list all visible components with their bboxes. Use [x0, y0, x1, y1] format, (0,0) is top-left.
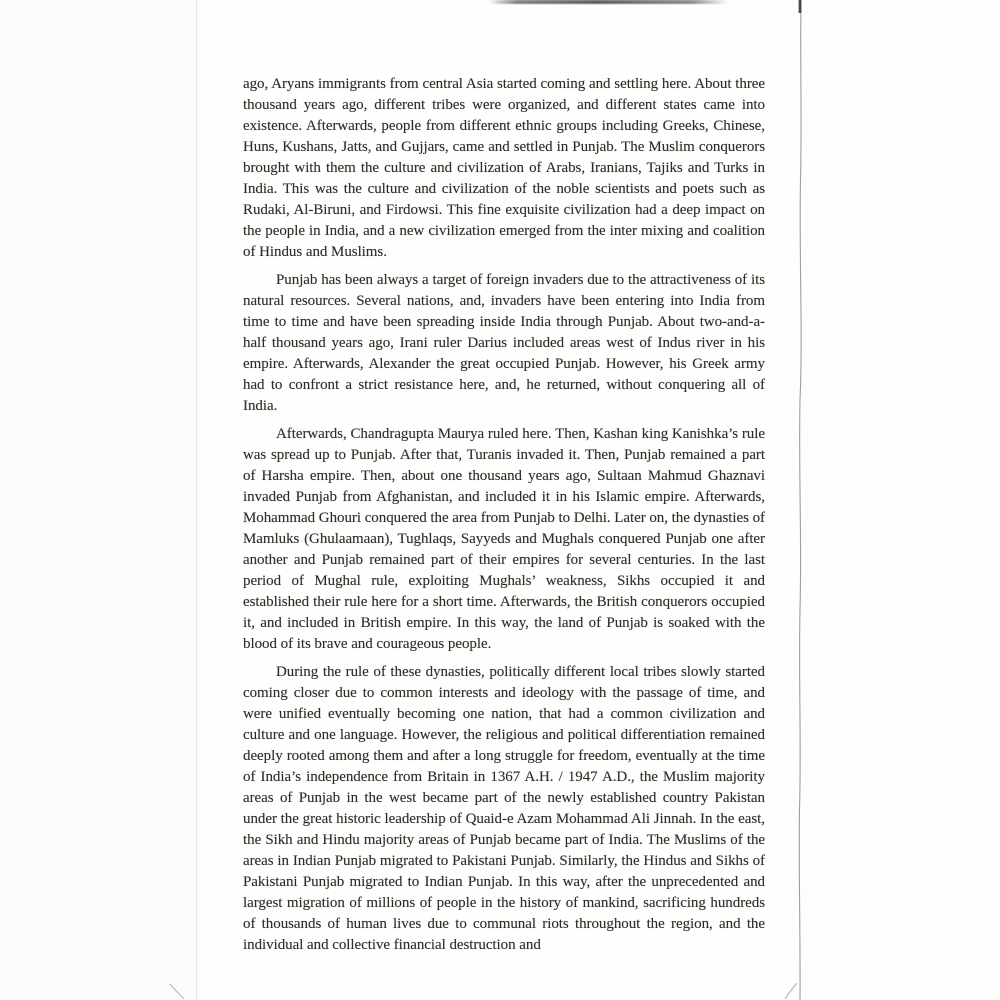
paragraph: ago, Aryans immigrants from central Asia started coming and settling here. About three thousand years ago, different tribes were organized, and different states came into existence. Afterwards, people from different ethnic groups including Greeks, Chinese, Huns, Kushans, Jatts, and Gujjars, came and settled in Punjab. The Muslim conquerors brought with them the culture and civilization of Arabs, Iranians, Tajiks and Turks in India. This was the culture and civilization of the noble scientists and poets such as Rudaki, Al-Biruni, and Firdowsi. This fine exquisite civilization had a deep impact on the people in India, and a new civilization emerged from the inter mixing and coalition of Hindus and Muslims.	[243, 76, 765, 260]
page-text-block	[243, 74, 765, 963]
paragraph: Afterwards, Chandragupta Maurya ruled here. Then, Kashan king Kanishka’s rule was spread up to Punjab. After that, Turanis invaded it. Then, Punjab remained a part of Harsha empire. Then, about one thousand years ago, Sultaan Mahmud Ghaznavi invaded Punjab from Afghanistan, and included it in his Islamic empire. Afterwards, Mohammad Ghouri conquered the area from Punjab to Delhi. Later on, the dynasties of Mamluks (Ghulaamaan), Tughlaqs, Sayyeds and Mughals conquered Punjab one after another and Punjab remained part of their empires for several centuries. In the last period of Mughal rule, exploiting Mughals’ weakness, Sikhs occupied it and established their rule here for a short time. Afterwards, the British conquerors occupied it, and included in British empire. In this way, the land of Punjab is soaked with the blood of its brave and courageous people.	[243, 426, 765, 652]
page-left-edge-line	[196, 0, 197, 1000]
scan-smudge-top	[488, 0, 728, 4]
paragraph: Punjab has been always a target of foreign invaders due to the attractiveness of its natural resources. Several nations, and, invaders have been entering into India from time to time and have been spreading inside India through Punjab. About two-and-a-half thousand years ago, Irani ruler Darius included areas west of Indus river in his empire. Afterwards, Alexander the great occupied Punjab. However, his Greek army had to confront a strict resistance here, and, he returned, without conquering all of India.	[243, 272, 765, 414]
scanner-background-strip	[0, 0, 196, 1000]
paragraph: During the rule of these dynasties, politically different local tribes slowly started coming closer due to common interests and ideology with the passage of time, and were unified eventually becoming one nation, that had a common civilization and culture and one language. However, the religious and political differentiation remained deeply rooted among them and after a long struggle for freedom, eventually at the time of India’s independence from Britain in 1367 A.H. / 1947 A.D., the Muslim majority areas of Punjab in the west became part of the newly established country Pakistan under the great historic leadership of Quaid-e Azam Mohammad Ali Jinnah. In the east, the Sikh and Hindu majority areas of Punjab became part of India. The Muslims of the areas in Indian Punjab migrated to Pakistani Punjab. Similarly, the Hindus and Sikhs of Pakistani Punjab migrated to Indian Punjab. In this way, after the unprecedented and largest migration of millions of people in the history of mankind, sacrificing hundreds of thousands of human lives due to communal riots throughout the region, and the individual and collective financial destruction and	[243, 664, 765, 953]
